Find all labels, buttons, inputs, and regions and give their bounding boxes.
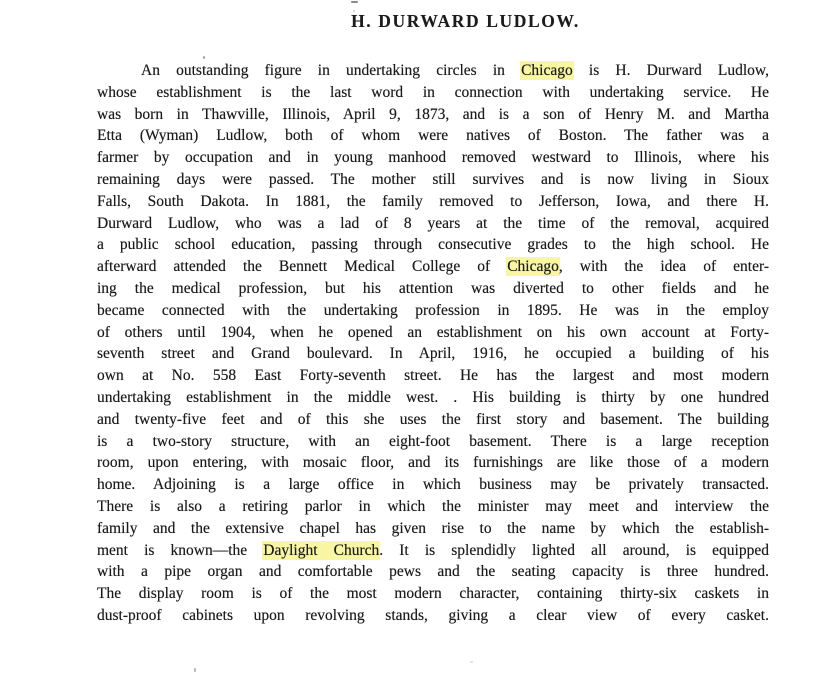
text-line: [97, 409, 769, 431]
text-line: [97, 605, 769, 627]
scan-artifact: [194, 668, 196, 672]
text-line: [97, 452, 769, 474]
text-segment: own at No. 558 East Forty-seventh street. He has the largest and most modern: [97, 367, 769, 385]
text-segment: An outstanding figure in undertaking circles in: [141, 62, 522, 79]
text-segment: was born in Thawville, Illinois, April 9, 1873, and is a son of Henry M. and Martha: [97, 105, 769, 123]
text-segment: The display room is of the most modern character, containing thirty-six caskets in: [97, 585, 769, 603]
text-segment: is a two-story structure, with an eight-foot basement. There is a large reception: [97, 432, 769, 450]
text-line: [97, 561, 769, 583]
text-segment: and twenty-five feet and of this she uses the first story and basement. The building: [97, 410, 769, 428]
text-line: [97, 343, 769, 365]
text-line: [97, 322, 769, 344]
text-line: [97, 583, 769, 605]
text-line: [97, 125, 769, 147]
text-line: [97, 82, 769, 104]
text-segment: family and the extensive chapel has given rise to the name by which the establish-: [97, 519, 769, 537]
text-segment: afterward attended the Bennett Medical College of: [97, 258, 508, 276]
text-line: [97, 387, 769, 409]
text-segment: remaining days were passed. The mother still survives and is now living in Sioux: [97, 170, 769, 188]
text-segment: with a pipe organ and comfortable pews and the seating capacity is three hundred.: [97, 563, 769, 581]
text-line: [97, 474, 769, 496]
text-line: [97, 518, 769, 540]
scan-artifact: [470, 661, 473, 663]
text-segment: became connected with the undertaking profession in 1895. He was in the employ: [97, 301, 769, 319]
text-line: [97, 60, 769, 82]
text-segment: undertaking establishment in the middle west. . His building is thirty by one hundred: [97, 388, 769, 406]
text-line: [97, 169, 769, 191]
biography-paragraph: [97, 60, 769, 627]
text-segment: Falls, South Dakota. In 1881, the family removed to Jefferson, Iowa, and there H.: [97, 192, 769, 210]
text-segment: . It is splendidly lighted all around, is equipped: [379, 541, 769, 559]
text-segment: farmer by occupation and in young manhood removed westward to Illinois, where his: [97, 149, 769, 167]
text-segment: Durward Ludlow, who was a lad of 8 years at the time of the removal, acquired: [97, 214, 769, 232]
text-line: [97, 496, 769, 518]
text-segment: Etta (Wyman) Ludlow, both of whom were natives of Boston. The father was a: [97, 127, 769, 145]
text-line: [97, 213, 769, 235]
highlighted-text: Daylight Church: [263, 541, 380, 559]
text-line: [97, 104, 769, 126]
text-segment: ment is known—the: [97, 541, 264, 559]
scan-artifact: [351, 1, 358, 3]
text-line: [97, 278, 769, 300]
text-segment: dust-proof cabinets upon revolving stands, giving a clear view of every casket.: [97, 606, 769, 624]
text-segment: room, upon entering, with mosaic floor, and its furnishings are like those of a modern: [97, 454, 769, 472]
text-segment: is H. Durward Ludlow,: [572, 62, 769, 79]
text-line: [97, 300, 769, 322]
text-segment: home. Adjoining is a large office in which business may be privately transacted.: [97, 476, 769, 494]
scan-artifact: [203, 56, 205, 59]
text-segment: , with the idea of enter-: [558, 258, 769, 276]
text-line: [97, 431, 769, 453]
text-line: [97, 147, 769, 169]
text-line: [97, 365, 769, 387]
text-line: [97, 191, 769, 213]
page-title: H. DURWARD LUDLOW.: [351, 11, 580, 31]
text-line: [97, 540, 769, 562]
text-segment: of others until 1904, when he opened an establishment on his own account at Forty-: [97, 323, 769, 341]
text-segment: whose establishment is the last word in connection with undertaking service. He: [97, 83, 769, 101]
highlighted-text: Chicago: [507, 258, 559, 276]
text-segment: seventh street and Grand boulevard. In April, 1916, he occupied a building of his: [97, 345, 769, 363]
text-segment: There is also a retiring parlor in which the minister may meet and interview the: [97, 497, 769, 515]
highlighted-text: Chicago: [521, 62, 573, 79]
text-line: [97, 256, 769, 278]
text-segment: a public school education, passing through consecutive grades to the high school. He: [97, 236, 769, 254]
text-segment: ing the medical profession, but his attention was diverted to other fields and he: [97, 279, 769, 297]
text-line: [97, 234, 769, 256]
